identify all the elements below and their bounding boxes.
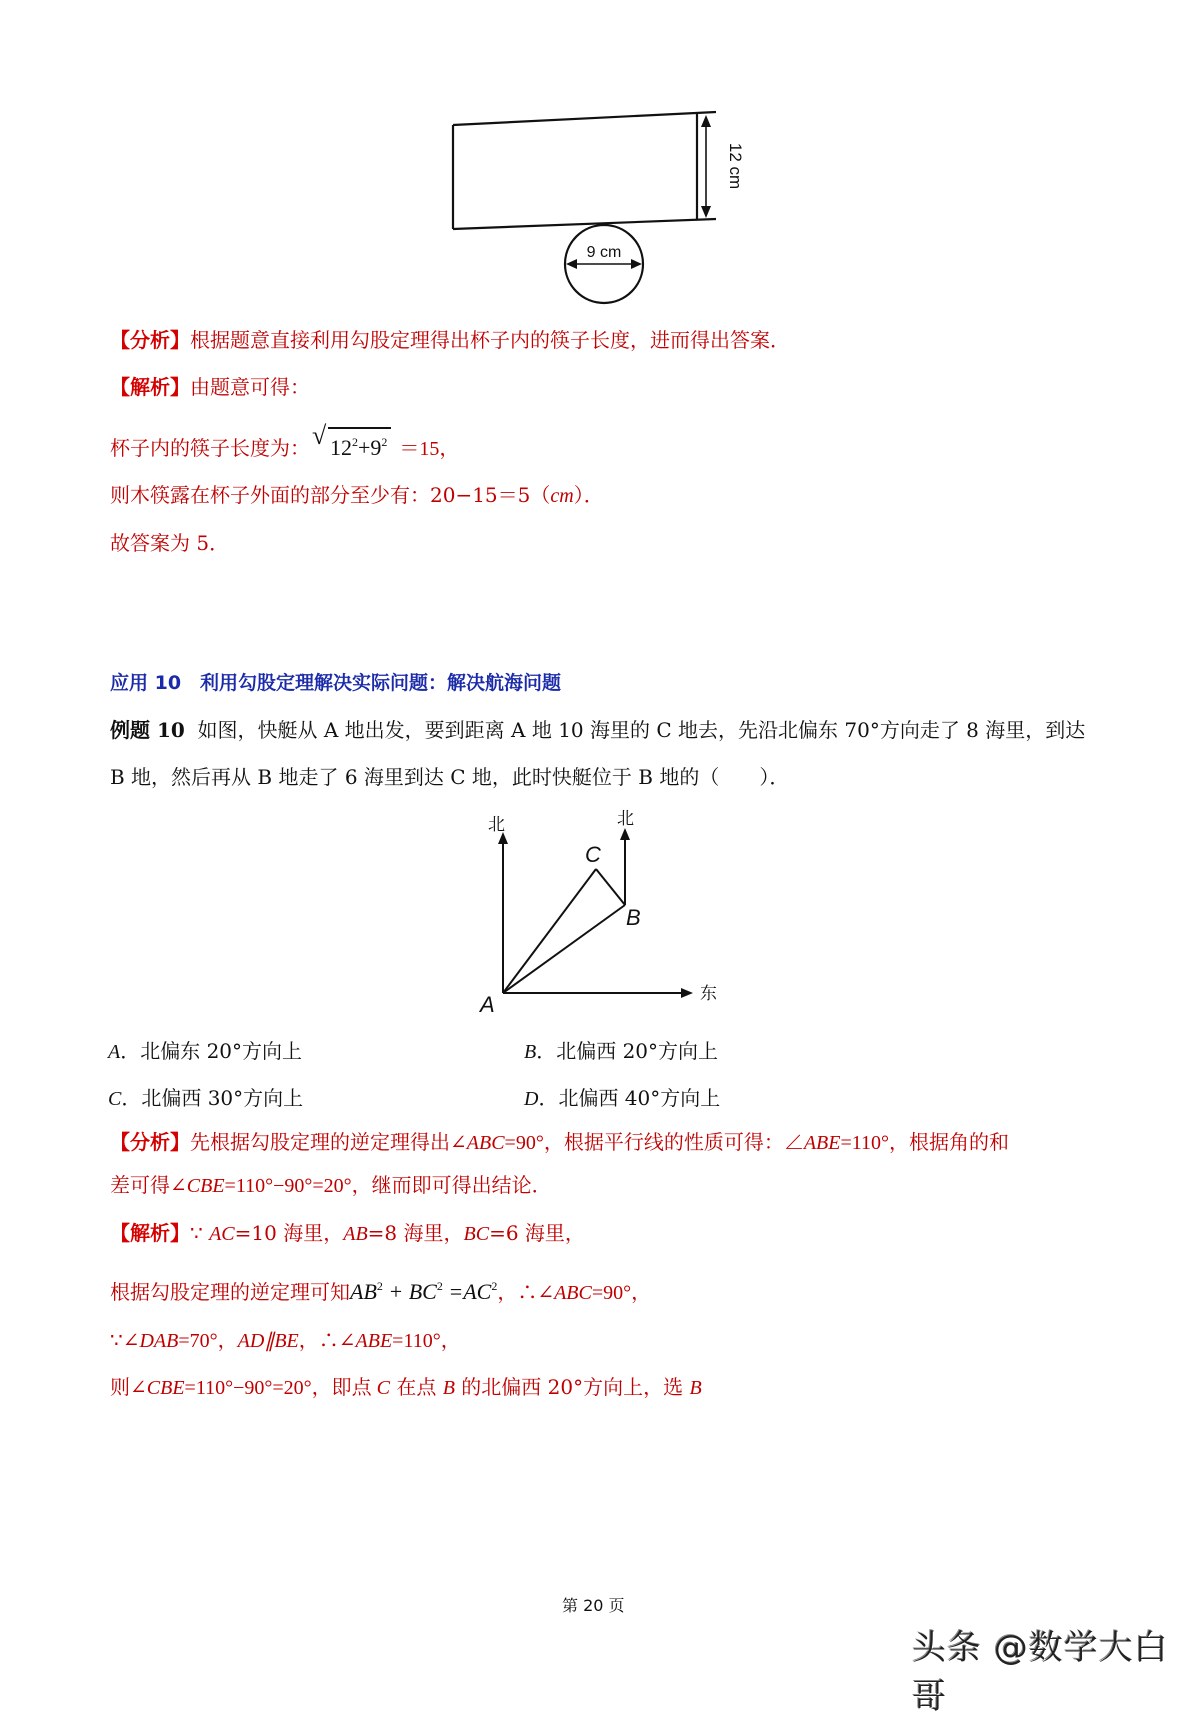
east-label: 东 <box>700 984 717 1003</box>
eq-term: + BC <box>382 1279 437 1304</box>
section-heading: 应用 10 利用勾股定理解决实际问题：解决航海问题 <box>110 672 562 694</box>
text: =10 海里， <box>234 1221 344 1245</box>
option-d[interactable] <box>524 1082 720 1111</box>
square-root-expression <box>312 421 391 461</box>
solution-intro-line <box>110 374 310 400</box>
segment-name: AB <box>343 1223 368 1245</box>
point-name: B <box>442 1377 455 1399</box>
point-c-label: C <box>585 842 601 867</box>
watermark: 头条 @数学大白哥 <box>912 1628 1169 1717</box>
navigation-figure <box>460 800 760 1030</box>
text: =90°， <box>591 1282 652 1304</box>
solution-tag: 【解析】 <box>110 375 190 399</box>
text: =110°，根据角的和 <box>840 1132 1010 1154</box>
cup-top-edge <box>453 112 716 125</box>
text: =110°−90°=20°，即点 <box>184 1377 377 1399</box>
text: =110°−90°=20°，继而即可得出结论． <box>224 1175 552 1197</box>
north-label-b: 北 <box>617 809 634 828</box>
angle-name: CBE <box>186 1175 225 1197</box>
text: 根据勾股定理的逆定理可知 <box>110 1280 350 1304</box>
exponent: 2 <box>491 1279 498 1293</box>
text: ，∴∠ <box>298 1328 356 1352</box>
eq-term: =AC <box>442 1279 492 1304</box>
line2-prefix: 则木筷露在杯子外面的部分至少有：20−15＝5（ <box>110 483 551 507</box>
option-letter: B <box>524 1041 537 1063</box>
page-number: 第 20 页 <box>562 1596 625 1615</box>
segment-name: AC <box>209 1223 235 1245</box>
analysis-text: 根据题意直接利用勾股定理得出杯子内的筷子长度，进而得出答案． <box>190 328 790 352</box>
height-label: 12 cm <box>726 142 745 190</box>
option-c[interactable] <box>108 1082 303 1111</box>
text: 差可得∠ <box>110 1173 187 1197</box>
text: 先根据勾股定理的逆定理得出∠ <box>190 1130 467 1154</box>
angle-name: CBE <box>146 1377 185 1399</box>
exponent: 2 <box>376 1279 383 1293</box>
point-name: C <box>376 1377 390 1399</box>
line2-unit: cm <box>550 485 574 507</box>
text: 在点 <box>389 1375 443 1399</box>
point-b-label: B <box>626 905 641 930</box>
option-text: ．北偏西 40°方向上 <box>538 1086 721 1110</box>
exponent: 2 <box>381 435 388 449</box>
cup-bottom-edge <box>453 219 716 229</box>
analysis-tag: 【分析】 <box>110 1130 190 1154</box>
answer-choice: B <box>689 1377 702 1399</box>
analysis-line <box>110 327 790 353</box>
answer-line: 故答案为 5． <box>110 531 230 555</box>
point-a-label: A <box>480 992 495 1017</box>
eq-term: AB <box>350 1279 377 1304</box>
option-b[interactable] <box>524 1035 718 1064</box>
solution2-line-2 <box>110 1273 651 1306</box>
arrow-up-icon <box>620 828 630 840</box>
exposed-length-line <box>110 482 604 509</box>
option-letter: A <box>108 1041 121 1063</box>
pythagorean-equation <box>350 1279 497 1304</box>
line1-prefix: 杯子内的筷子长度为： <box>110 436 310 460</box>
radical-sign-icon: √ <box>312 421 327 450</box>
text: =110°， <box>392 1330 461 1352</box>
arrow-left-icon <box>566 259 577 269</box>
because-symbol: ∵ <box>190 1221 210 1245</box>
segment-cb <box>596 869 625 905</box>
text: =90°，根据平行线的性质可得：∠ <box>504 1132 804 1154</box>
option-a[interactable] <box>108 1035 302 1064</box>
exponent: 2 <box>436 1279 443 1293</box>
north-label-a: 北 <box>488 815 505 834</box>
text: 的北偏西 20°方向上，选 <box>454 1375 690 1399</box>
arrow-right-icon <box>681 988 693 998</box>
diameter-label: 9 cm <box>586 244 622 261</box>
radicand-12: 12 <box>330 435 352 460</box>
option-letter: D <box>524 1088 539 1110</box>
angle-name: ABC <box>554 1282 592 1304</box>
angle-name: ABC <box>466 1132 505 1154</box>
radicand-plus-9: +9 <box>358 435 382 460</box>
solution-tag: 【解析】 <box>110 1221 190 1245</box>
text: =8 海里， <box>367 1221 464 1245</box>
analysis-tag: 【分析】 <box>110 328 190 352</box>
line2-suffix: ）． <box>573 483 604 507</box>
segment-name: BC <box>463 1223 490 1245</box>
analysis2-line-1 <box>110 1129 1009 1156</box>
option-letter: C <box>108 1088 122 1110</box>
text: =70°， <box>178 1330 238 1352</box>
arrow-right-icon <box>631 259 642 269</box>
option-text: ．北偏西 20°方向上 <box>536 1039 719 1063</box>
example-line-1 <box>110 717 1085 743</box>
solution2-line-3 <box>110 1327 461 1354</box>
angle-name: ABE <box>803 1132 841 1154</box>
arrow-down-icon <box>701 206 711 218</box>
text: ∵∠ <box>110 1328 140 1352</box>
text: ，∴∠ <box>497 1280 555 1304</box>
example-line-2: B 地，然后再从 B 地走了 6 海里到达 C 地，此时快艇位于 B 地的（ ）． <box>110 765 790 789</box>
line1-result: ＝15， <box>399 438 460 460</box>
option-text: ．北偏西 30°方向上 <box>121 1086 304 1110</box>
analysis2-line-2 <box>110 1172 552 1199</box>
option-text: ．北偏东 20°方向上 <box>120 1039 303 1063</box>
solution2-line-4 <box>110 1374 702 1401</box>
segment-ac <box>503 869 596 993</box>
arrow-up-icon <box>701 115 711 127</box>
segment-ab <box>503 905 625 993</box>
solution2-line-1 <box>110 1220 585 1247</box>
cup-figure <box>440 90 760 320</box>
chopstick-length-line <box>110 421 460 462</box>
angle-name: ABE <box>355 1330 393 1352</box>
example-text-1: 如图，快艇从 A 地出发，要到距离 A 地 10 海里的 C 地去，先沿北偏东 70°方向走了 8 海里，到达 <box>197 718 1086 742</box>
parallel-statement: AD∥BE <box>237 1330 299 1352</box>
example-label: 例题 10 <box>110 718 185 742</box>
exponent: 2 <box>352 435 358 449</box>
text: =6 海里， <box>489 1221 585 1245</box>
solution-intro: 由题意可得： <box>190 375 310 399</box>
angle-name: DAB <box>139 1330 179 1352</box>
text: 则∠ <box>110 1375 147 1399</box>
